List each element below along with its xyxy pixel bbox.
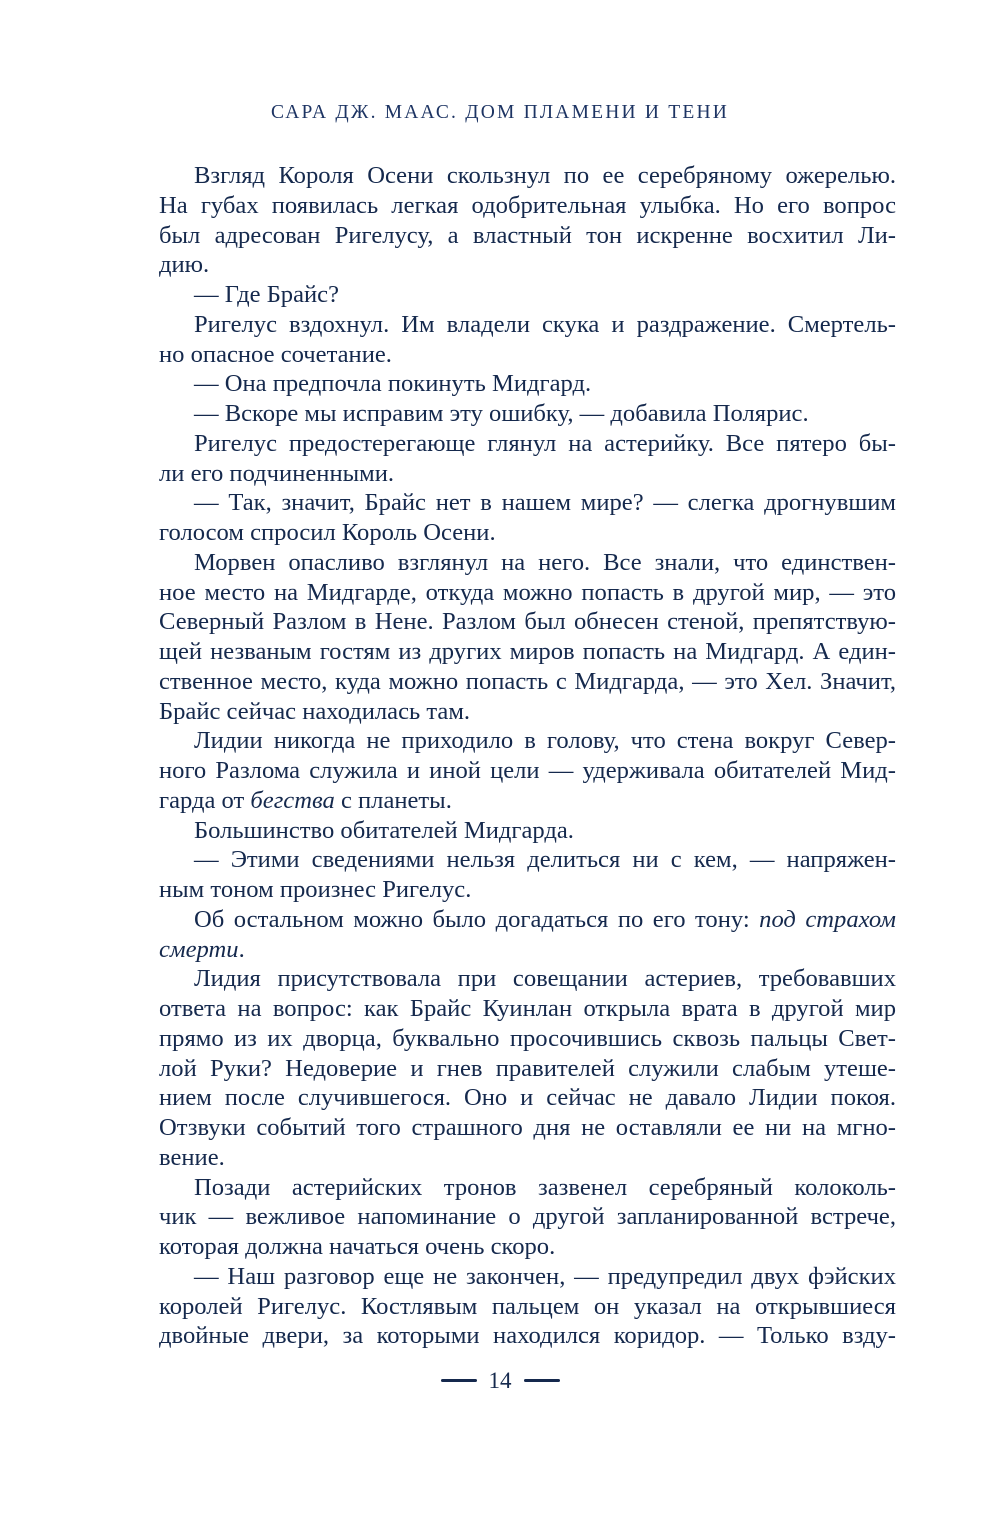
text-line: щей незваным гостям из других миров попасть на Мидгард. А един- (159, 638, 896, 665)
running-head-title: САРА ДЖ. МААС. ДОМ ПЛАМЕНИ И ТЕНИ (270, 102, 730, 123)
text-line: которая должна начаться очень скоро. (159, 1233, 556, 1260)
text-line: — Так, значит, Брайс нет в нашем мире? — слегка дрогнувшим (194, 489, 896, 517)
text-line: чик — вежливое напоминание о другой запланированной встрече, (159, 1203, 896, 1231)
text-line: — Она предпочла покинуть Мидгард. (194, 370, 592, 398)
text-line: голосом спросил Король Осени. (159, 519, 496, 546)
text-line: ственное место, куда можно попасть с Мидгарда, — это Хел. Значит, (159, 667, 896, 695)
text-line: нием после случившегося. Оно и сейчас не давало Лидии покоя. (159, 1084, 896, 1112)
text-line: Северный Разлом в Нене. Разлом был обнесен стеной, препятствую- (159, 608, 896, 636)
text-run: гарда от (159, 786, 251, 814)
text-line: дию. (159, 251, 210, 279)
text-line: — Наш разговор еще не закончен, — предупредил двух фэйских (194, 1262, 896, 1290)
text-line: — Этими сведениями нельзя делиться ни с кем, — напряжен- (194, 846, 896, 874)
text-line: ное место на Мидгарде, откуда можно попасть в другой мир, — это (159, 578, 896, 606)
page-number-footer (0, 1368, 1000, 1394)
emphasis-word: бегства (250, 786, 335, 814)
text-line-with-emphasis (159, 905, 896, 935)
text-line: двойные двери, за которыми находился коридор. — Только взду- (159, 1322, 896, 1350)
text-line: — Где Брайс? (194, 281, 340, 308)
text-line: Ригелус вздохнул. Им владели скука и раздражение. Смертель- (194, 310, 896, 338)
text-line: вение. (159, 1143, 225, 1171)
text-line: ного Разлома служила и иной цели — удерживала обитателей Мид- (159, 757, 896, 784)
text-run: . (238, 935, 245, 963)
text-line-with-emphasis (159, 786, 896, 816)
text-line: Позади астерийских тронов зазвенел серебряный колоколь- (194, 1173, 896, 1201)
text-line: лой Руки? Недоверие и гнев правителей служили слабым утеше- (159, 1054, 896, 1082)
text-run: Об остальном можно было догадаться по его тону: (194, 905, 760, 933)
folio-ornament-left (441, 1379, 477, 1382)
text-line: Взгляд Короля Осени скользнул по ее серебряному ожерелью. (194, 162, 896, 189)
body-text (159, 161, 896, 1351)
text-line: Лидии никогда не приходило в голову, что стена вокруг Север- (194, 727, 896, 755)
text-line: Ригелус предостерегающе глянул на астерийку. Все пятеро бы- (194, 429, 896, 457)
page-number: 14 (488, 1368, 512, 1393)
text-line: Брайс сейчас находилась там. (159, 697, 471, 725)
text-line: На губах появилась легкая одобрительная улыбка. Но его вопрос (159, 191, 896, 219)
text-line: Лидия присутствовала при совещании астериев, требовавших (194, 965, 896, 993)
text-line: прямо из их дворца, буквально просочившись сквозь пальцы Свет- (159, 1024, 896, 1052)
text-run: с планеты. (334, 786, 452, 814)
text-line: королей Ригелус. Костлявым пальцем он указал на открывшиеся (159, 1292, 896, 1320)
text-line: Большинство обитателей Мидгарда. (194, 816, 574, 844)
text-line: ли его подчиненными. (159, 459, 395, 487)
text-line: был адресован Ригелусу, а властный тон искренне восхитил Ли- (159, 221, 896, 249)
emphasis-word: смерти (159, 935, 239, 963)
emphasis-phrase: под страхом (759, 905, 896, 933)
text-line: — Вскоре мы исправим эту ошибку, — добавила Полярис. (194, 400, 809, 427)
text-line: но опасное сочетание. (159, 340, 392, 368)
text-line: ным тоном произнес Ригелус. (159, 876, 472, 903)
text-line: Отзвуки событий того страшного дня не оставляли ее ни на мгно- (159, 1114, 896, 1141)
text-line: ответа на вопрос: как Брайс Куинлан открыла врата в другой мир (159, 995, 896, 1022)
text-line: Морвен опасливо взглянул на него. Все знали, что единствен- (194, 548, 896, 576)
text-line-with-emphasis (159, 935, 896, 965)
folio-ornament-right (524, 1379, 560, 1382)
